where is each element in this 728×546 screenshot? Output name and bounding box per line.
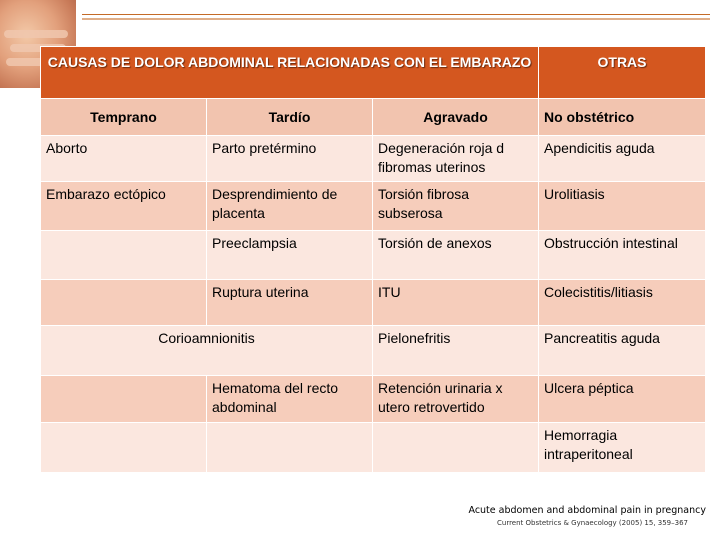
table-cell: Ulcera péptica [539, 376, 706, 423]
table-row [41, 182, 706, 231]
column-header-row [41, 99, 706, 136]
table-cell [41, 376, 207, 423]
table-header-row [41, 47, 706, 99]
col-tardio: Tardío [207, 99, 373, 136]
table-title: CAUSAS DE DOLOR ABDOMINAL RELACIONADAS CON EL EMBARAZO [41, 47, 539, 99]
table-cell: Apendicitis aguda [539, 136, 706, 182]
table-cell: Torsión fibrosa subserosa [373, 182, 539, 231]
table-cell: Parto pretérmino [207, 136, 373, 182]
top-rule-shadow [82, 18, 710, 20]
table-cell: Hemorragia intraperitoneal [539, 423, 706, 473]
table-cell [41, 423, 207, 473]
table-cell: Ruptura uterina [207, 280, 373, 326]
table-row [41, 326, 706, 376]
table-cell [41, 231, 207, 280]
other-header: OTRAS [539, 47, 706, 99]
table-cell [373, 423, 539, 473]
table-cell: Obstrucción intestinal [539, 231, 706, 280]
table-cell: ITU [373, 280, 539, 326]
table-cell: Pancreatitis aguda [539, 326, 706, 376]
table-cell: Degeneración roja d fibromas uterinos [373, 136, 539, 182]
table-cell: Hematoma del recto abdominal [207, 376, 373, 423]
top-rule [82, 14, 710, 15]
table-cell: Preeclampsia [207, 231, 373, 280]
col-temprano: Temprano [41, 99, 207, 136]
table-row [41, 231, 706, 280]
table-row [41, 423, 706, 473]
table-cell: Retención urinaria x utero retrovertido [373, 376, 539, 423]
table-row [41, 136, 706, 182]
citation-title: Acute abdomen and abdominal pain in pregnancy [468, 505, 706, 516]
table-cell: Pielonefritis [373, 326, 539, 376]
citation-source: Current Obstetrics & Gynaecology (2005) 15, 359–367 [497, 519, 688, 527]
hand-shape [4, 30, 68, 38]
table-cell: Urolitiasis [539, 182, 706, 231]
table-cell: Desprendimiento de placenta [207, 182, 373, 231]
table-row [41, 280, 706, 326]
table-cell-merged: Corioamnionitis [41, 326, 373, 376]
table-cell: Aborto [41, 136, 207, 182]
col-no-obstetrico: No obstétrico [539, 99, 706, 136]
col-agravado: Agravado [373, 99, 539, 136]
table-cell: Colecistitis/litiasis [539, 280, 706, 326]
table-cell [207, 423, 373, 473]
table-cell: Torsión de anexos [373, 231, 539, 280]
causes-table [40, 46, 706, 473]
table-row [41, 376, 706, 423]
table-cell [41, 280, 207, 326]
table-cell: Embarazo ectópico [41, 182, 207, 231]
